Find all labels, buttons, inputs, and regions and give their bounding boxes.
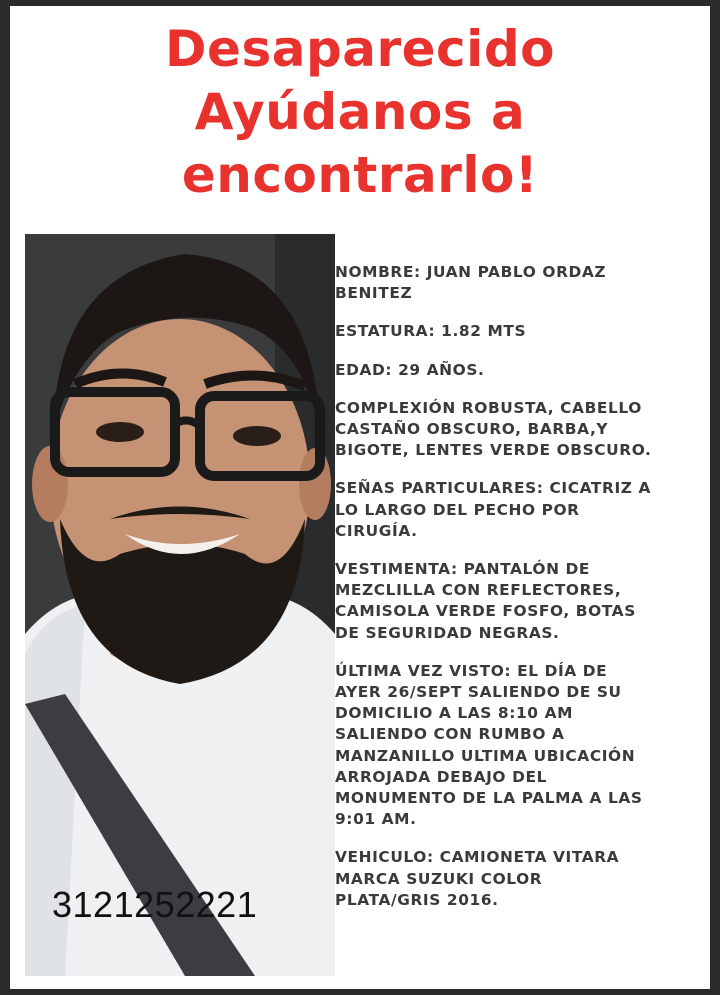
detail-last-seen: ÚLTIMA VEZ VISTO: EL DÍA DE AYER 26/SEPT SALIENDO DE SU DOMICILIO A LAS 8:10 AM SALIENDO CON RUMBO A MANZANILLO ULTIMA UBICACIÓN ARROJADA DEBAJO DEL MONUMENTO DE LA PALMA A LAS 9:01 AM. [335,661,643,829]
contact-phone: 3121252221 [52,884,258,925]
poster-title [10,18,710,207]
detail-height: ESTATURA: 1.82 MTS [335,322,527,341]
detail-complexion: COMPLEXIÓN ROBUSTA, CABELLO CASTAÑO OBSCURO, BARBA,Y BIGOTE, LENTES VERDE OBSCURO. [335,398,652,460]
person-photo-illustration [25,234,335,976]
detail-vehicle: VEHICULO: CAMIONETA VITARA MARCA SUZUKI COLOR PLATA/GRIS 2016. [335,848,620,909]
title-line-2: Ayúdanos a [194,83,526,141]
detail-clothing: VESTIMENTA: PANTALÓN DE MEZCLILLA CON REFLECTORES, CAMISOLA VERDE FOSFO, BOTAS DE SEGURIDAD NEGRAS. [335,560,636,642]
detail-distinguishing-marks: SEÑAS PARTICULARES: CICATRIZ A LO LARGO DEL PECHO POR CIRUGÍA. [335,479,652,540]
detail-age: EDAD: 29 AÑOS. [335,360,485,379]
title-line-1: Desaparecido [165,20,555,78]
person-details [335,262,705,928]
person-photo [25,234,335,976]
title-line-3: encontrarlo! [181,146,539,204]
detail-name: NOMBRE: JUAN PABLO ORDAZ BENITEZ [335,263,607,303]
missing-person-poster [10,6,710,989]
